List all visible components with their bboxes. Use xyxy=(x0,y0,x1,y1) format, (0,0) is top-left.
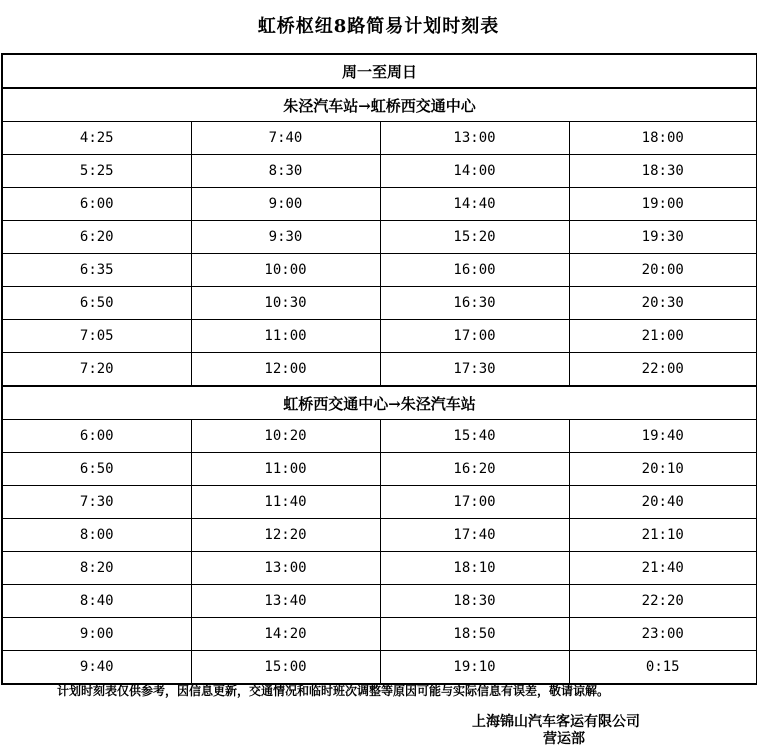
table-row xyxy=(2,188,757,221)
departure-time-cell: 7:30 xyxy=(2,486,191,519)
departure-time-cell: 18:30 xyxy=(380,585,569,618)
departure-time-cell: 14:20 xyxy=(191,618,380,651)
departure-time-cell: 6:50 xyxy=(2,453,191,486)
departure-time-cell: 4:25 xyxy=(2,122,191,155)
departure-time-cell: 18:30 xyxy=(569,155,757,188)
departure-time-cell: 10:30 xyxy=(191,287,380,320)
departure-time-cell: 10:20 xyxy=(191,420,380,453)
departure-time-cell: 11:40 xyxy=(191,486,380,519)
departure-time-cell: 21:10 xyxy=(569,519,757,552)
table-row xyxy=(2,618,757,651)
departure-time-cell: 13:40 xyxy=(191,585,380,618)
departure-time-cell: 6:35 xyxy=(2,254,191,287)
departure-time-cell: 18:10 xyxy=(380,552,569,585)
departure-time-cell: 17:00 xyxy=(380,320,569,353)
departure-time-cell: 14:00 xyxy=(380,155,569,188)
direction-header: 虹桥西交通中心→朱泾汽车站 xyxy=(2,386,757,420)
table-row xyxy=(2,287,757,320)
direction-header: 朱泾汽车站→虹桥西交通中心 xyxy=(2,88,757,122)
disclaimer-notice: 计划时刻表仅供参考，因信息更新，交通情况和临时班次调整等原因可能与实际信息有误差，敬请谅解。 xyxy=(57,684,610,698)
departure-time-cell: 9:40 xyxy=(2,651,191,685)
departure-time-cell: 8:00 xyxy=(2,519,191,552)
service-days-row xyxy=(2,54,757,88)
table-row xyxy=(2,353,757,387)
departure-time-cell: 6:20 xyxy=(2,221,191,254)
departure-time-cell: 12:00 xyxy=(191,353,380,387)
table-row xyxy=(2,585,757,618)
table-row xyxy=(2,155,757,188)
departure-time-cell: 17:40 xyxy=(380,519,569,552)
service-days-label: 周一至周日 xyxy=(2,54,757,88)
departure-time-cell: 7:20 xyxy=(2,353,191,387)
departure-time-cell: 22:20 xyxy=(569,585,757,618)
table-row xyxy=(2,552,757,585)
departure-time-cell: 13:00 xyxy=(191,552,380,585)
table-row xyxy=(2,254,757,287)
departure-time-cell: 14:40 xyxy=(380,188,569,221)
table-row xyxy=(2,420,757,453)
departure-time-cell: 10:00 xyxy=(191,254,380,287)
departure-time-cell: 19:00 xyxy=(569,188,757,221)
departure-time-cell: 0:15 xyxy=(569,651,757,685)
table-row xyxy=(2,486,757,519)
departure-time-cell: 22:00 xyxy=(569,353,757,387)
departure-time-cell: 18:00 xyxy=(569,122,757,155)
table-row xyxy=(2,651,757,685)
departure-time-cell: 19:30 xyxy=(569,221,757,254)
departure-time-cell: 8:20 xyxy=(2,552,191,585)
departure-time-cell: 20:30 xyxy=(569,287,757,320)
departure-time-cell: 21:40 xyxy=(569,552,757,585)
table-row xyxy=(2,519,757,552)
table-row xyxy=(2,122,757,155)
departure-time-cell: 20:00 xyxy=(569,254,757,287)
departure-time-cell: 19:10 xyxy=(380,651,569,685)
departure-time-cell: 15:00 xyxy=(191,651,380,685)
departure-time-cell: 15:40 xyxy=(380,420,569,453)
departure-time-cell: 6:50 xyxy=(2,287,191,320)
departure-time-cell: 23:00 xyxy=(569,618,757,651)
departure-time-cell: 15:20 xyxy=(380,221,569,254)
departure-time-cell: 11:00 xyxy=(191,453,380,486)
departure-time-cell: 18:50 xyxy=(380,618,569,651)
departure-time-cell: 9:30 xyxy=(191,221,380,254)
departure-time-cell: 16:30 xyxy=(380,287,569,320)
departure-time-cell: 6:00 xyxy=(2,188,191,221)
departure-time-cell: 11:00 xyxy=(191,320,380,353)
company-name: 上海锦山汽车客运有限公司 xyxy=(472,714,640,730)
departure-time-cell: 12:20 xyxy=(191,519,380,552)
direction-header-row xyxy=(2,386,757,420)
department-name: 营运部 xyxy=(543,731,585,747)
departure-time-cell: 19:40 xyxy=(569,420,757,453)
departure-time-cell: 20:40 xyxy=(569,486,757,519)
direction-header-row xyxy=(2,88,757,122)
departure-time-cell: 8:30 xyxy=(191,155,380,188)
departure-time-cell: 13:00 xyxy=(380,122,569,155)
table-row xyxy=(2,320,757,353)
departure-time-cell: 9:00 xyxy=(2,618,191,651)
departure-time-cell: 7:05 xyxy=(2,320,191,353)
departure-time-cell: 6:00 xyxy=(2,420,191,453)
departure-time-cell: 17:30 xyxy=(380,353,569,387)
departure-time-cell: 9:00 xyxy=(191,188,380,221)
departure-time-cell: 16:00 xyxy=(380,254,569,287)
departure-time-cell: 20:10 xyxy=(569,453,757,486)
departure-time-cell: 5:25 xyxy=(2,155,191,188)
timetable xyxy=(1,53,757,685)
table-row xyxy=(2,453,757,486)
departure-time-cell: 8:40 xyxy=(2,585,191,618)
departure-time-cell: 17:00 xyxy=(380,486,569,519)
departure-time-cell: 16:20 xyxy=(380,453,569,486)
table-row xyxy=(2,221,757,254)
page-title: 虹桥枢纽8路简易计划时刻表 xyxy=(257,16,500,37)
departure-time-cell: 21:00 xyxy=(569,320,757,353)
departure-time-cell: 7:40 xyxy=(191,122,380,155)
